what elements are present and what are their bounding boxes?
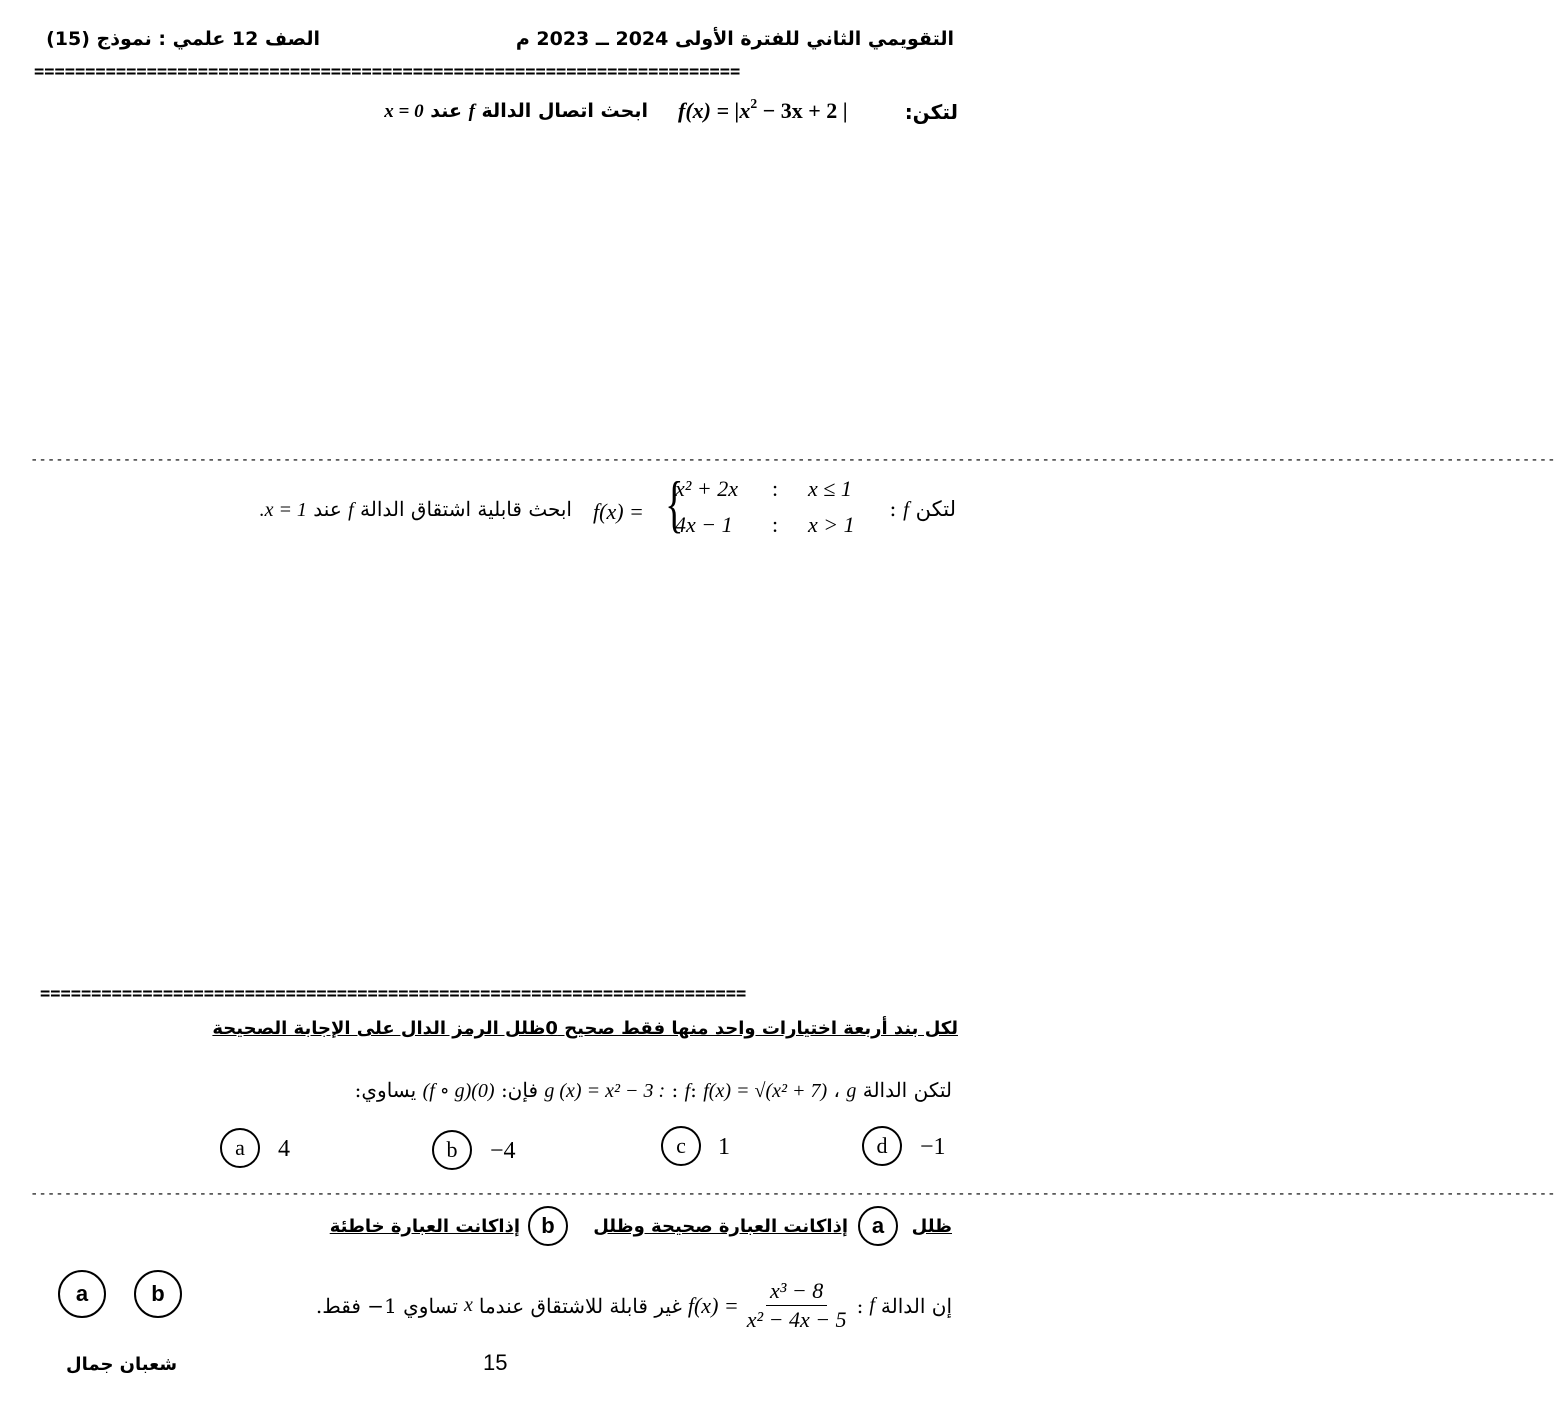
- separator-equals-2: =====================================================================: [40, 984, 747, 1004]
- q2-case2-cond: x > 1: [808, 512, 855, 537]
- option-b-circle[interactable]: b: [432, 1130, 472, 1170]
- q1-function: [678, 95, 848, 124]
- tf-statement-x: x: [463, 1294, 473, 1316]
- tf-instr-circle-b: b: [528, 1206, 568, 1246]
- mcq-fx: f(x) = √(x² + 7): [703, 1080, 828, 1102]
- q2-case2-expr: 4x − 1: [675, 512, 733, 537]
- option-b-value: −4: [490, 1138, 516, 1164]
- q2-case1-expr: x² + 2x: [675, 476, 738, 501]
- tf-if-false: إذاكانت العبارة خاطئة: [329, 1216, 520, 1237]
- q1-point: x = 0: [384, 101, 424, 122]
- q1-instruction: ابحث اتصال الدالة: [481, 100, 648, 122]
- mcq-comp: (f ∘ g)(0): [422, 1080, 495, 1102]
- tf-if-true: إذاكانت العبارة صحيحة وظلل: [593, 1216, 848, 1237]
- q2-point: .x = 1: [259, 499, 307, 521]
- tf-fraction: [743, 1278, 851, 1333]
- option-c-circle[interactable]: c: [661, 1126, 701, 1166]
- q2-case-1: [675, 476, 738, 502]
- q2-case-2: [675, 512, 733, 538]
- answer-a-circle[interactable]: a: [58, 1270, 106, 1318]
- q2-instruction: ابحث قابلية اشتقاق الدالة: [360, 497, 572, 521]
- q2-case1-cond: x ≤ 1: [808, 476, 852, 501]
- q1-at: عند: [430, 100, 462, 122]
- tf-frac-num: x³ − 8: [766, 1278, 827, 1306]
- option-a-value: 4: [278, 1136, 290, 1162]
- tf-function: [688, 1278, 851, 1333]
- answer-b-circle[interactable]: b: [134, 1270, 182, 1318]
- separator-dashes-2: -------------------------------------------------------------------------------------------------------------------------------------------------------------------------------------: [30, 1186, 1556, 1202]
- tf-frac-den: x² − 4x − 5: [746, 1307, 847, 1332]
- mcq-equals: يساوي:: [354, 1078, 417, 1102]
- mcq-gx: g (x) = x² − 3 :: [544, 1080, 666, 1102]
- separator-dashes-1: -------------------------------------------------------------------------------------------------------------------------------------------------------------------------------------: [30, 452, 1556, 468]
- option-d-circle[interactable]: d: [862, 1126, 902, 1166]
- tf-shade: ظلل: [911, 1216, 952, 1237]
- q2-f-symbol: f: [903, 497, 909, 521]
- q2-func-label: f(x) =: [593, 499, 644, 524]
- tf-instr-circle-a: a: [858, 1206, 898, 1246]
- q2-brace: {: [665, 468, 684, 539]
- q2-let: لتكن: [915, 497, 956, 521]
- tf-statement: إن الدالة f : f(x) = $\frac{\text{x³ − 8}}{\text{x² − 4x − 5}}$ غير قابلة للاشتقاق عندما x تساوي 1− فقط.: [315, 1278, 952, 1332]
- q2-colon: :: [889, 497, 897, 521]
- option-d-value: −1: [920, 1134, 946, 1160]
- mcq-then: فإن:: [500, 1078, 539, 1102]
- mcq-let: لتكن الدالة: [862, 1078, 952, 1102]
- tf-statement-start: إن الدالة: [880, 1293, 952, 1318]
- option-a-circle[interactable]: a: [220, 1128, 260, 1168]
- mcq-f: f: [684, 1080, 691, 1102]
- mcq-g: g: [846, 1080, 857, 1102]
- mcq-instruction: لكل بند أربعة اختيارات واحد منها فقط صحيح 0ظلل الرمز الدال على الإجابة الصحيحة: [212, 1018, 958, 1039]
- q1-func-rest: − 3x + 2 |: [757, 98, 848, 123]
- option-c-value: 1: [718, 1134, 730, 1160]
- exam-title: التقويمي الثاني للفترة الأولى 2024 ــ 2023 م: [515, 28, 954, 50]
- author-name: شعبان جمال: [66, 1354, 178, 1375]
- q2-at: عند: [313, 497, 342, 521]
- tf-statement-f: f: [869, 1294, 875, 1316]
- q2-instruction-line: [260, 497, 572, 522]
- q2-case2-sep: :: [772, 512, 779, 537]
- tf-statement-equals: تساوي 1− فقط.: [315, 1293, 458, 1318]
- q2-let-line: [889, 497, 956, 522]
- mcq-comma: ،: [833, 1078, 840, 1102]
- q1-let: لتكن:: [904, 100, 958, 124]
- page-number: 15: [483, 1350, 508, 1375]
- q1-instruction-line: [384, 100, 648, 123]
- q1-f-symbol: f: [468, 101, 475, 122]
- mcq-question: لتكن الدالة f: f(x) = √(x² + 7) ، g : g (x) = x² − 3 : فإن: (f ∘ g)(0) يساوي:: [354, 1078, 952, 1102]
- class-model: الصف 12 علمي : نموذج (15): [46, 28, 320, 50]
- q2-f2-symbol: f: [348, 499, 354, 521]
- q1-func-body: x: [739, 98, 751, 123]
- q2-case1-sep: :: [772, 476, 779, 501]
- q1-func-exp: 2: [750, 95, 758, 111]
- tf-fx-label: f(x) =: [687, 1292, 739, 1318]
- top-separator: =====================================================================: [34, 62, 741, 82]
- tf-statement-end: غير قابلة للاشتقاق عندما: [478, 1293, 682, 1318]
- q1-func-label: f(x) = |: [678, 98, 740, 123]
